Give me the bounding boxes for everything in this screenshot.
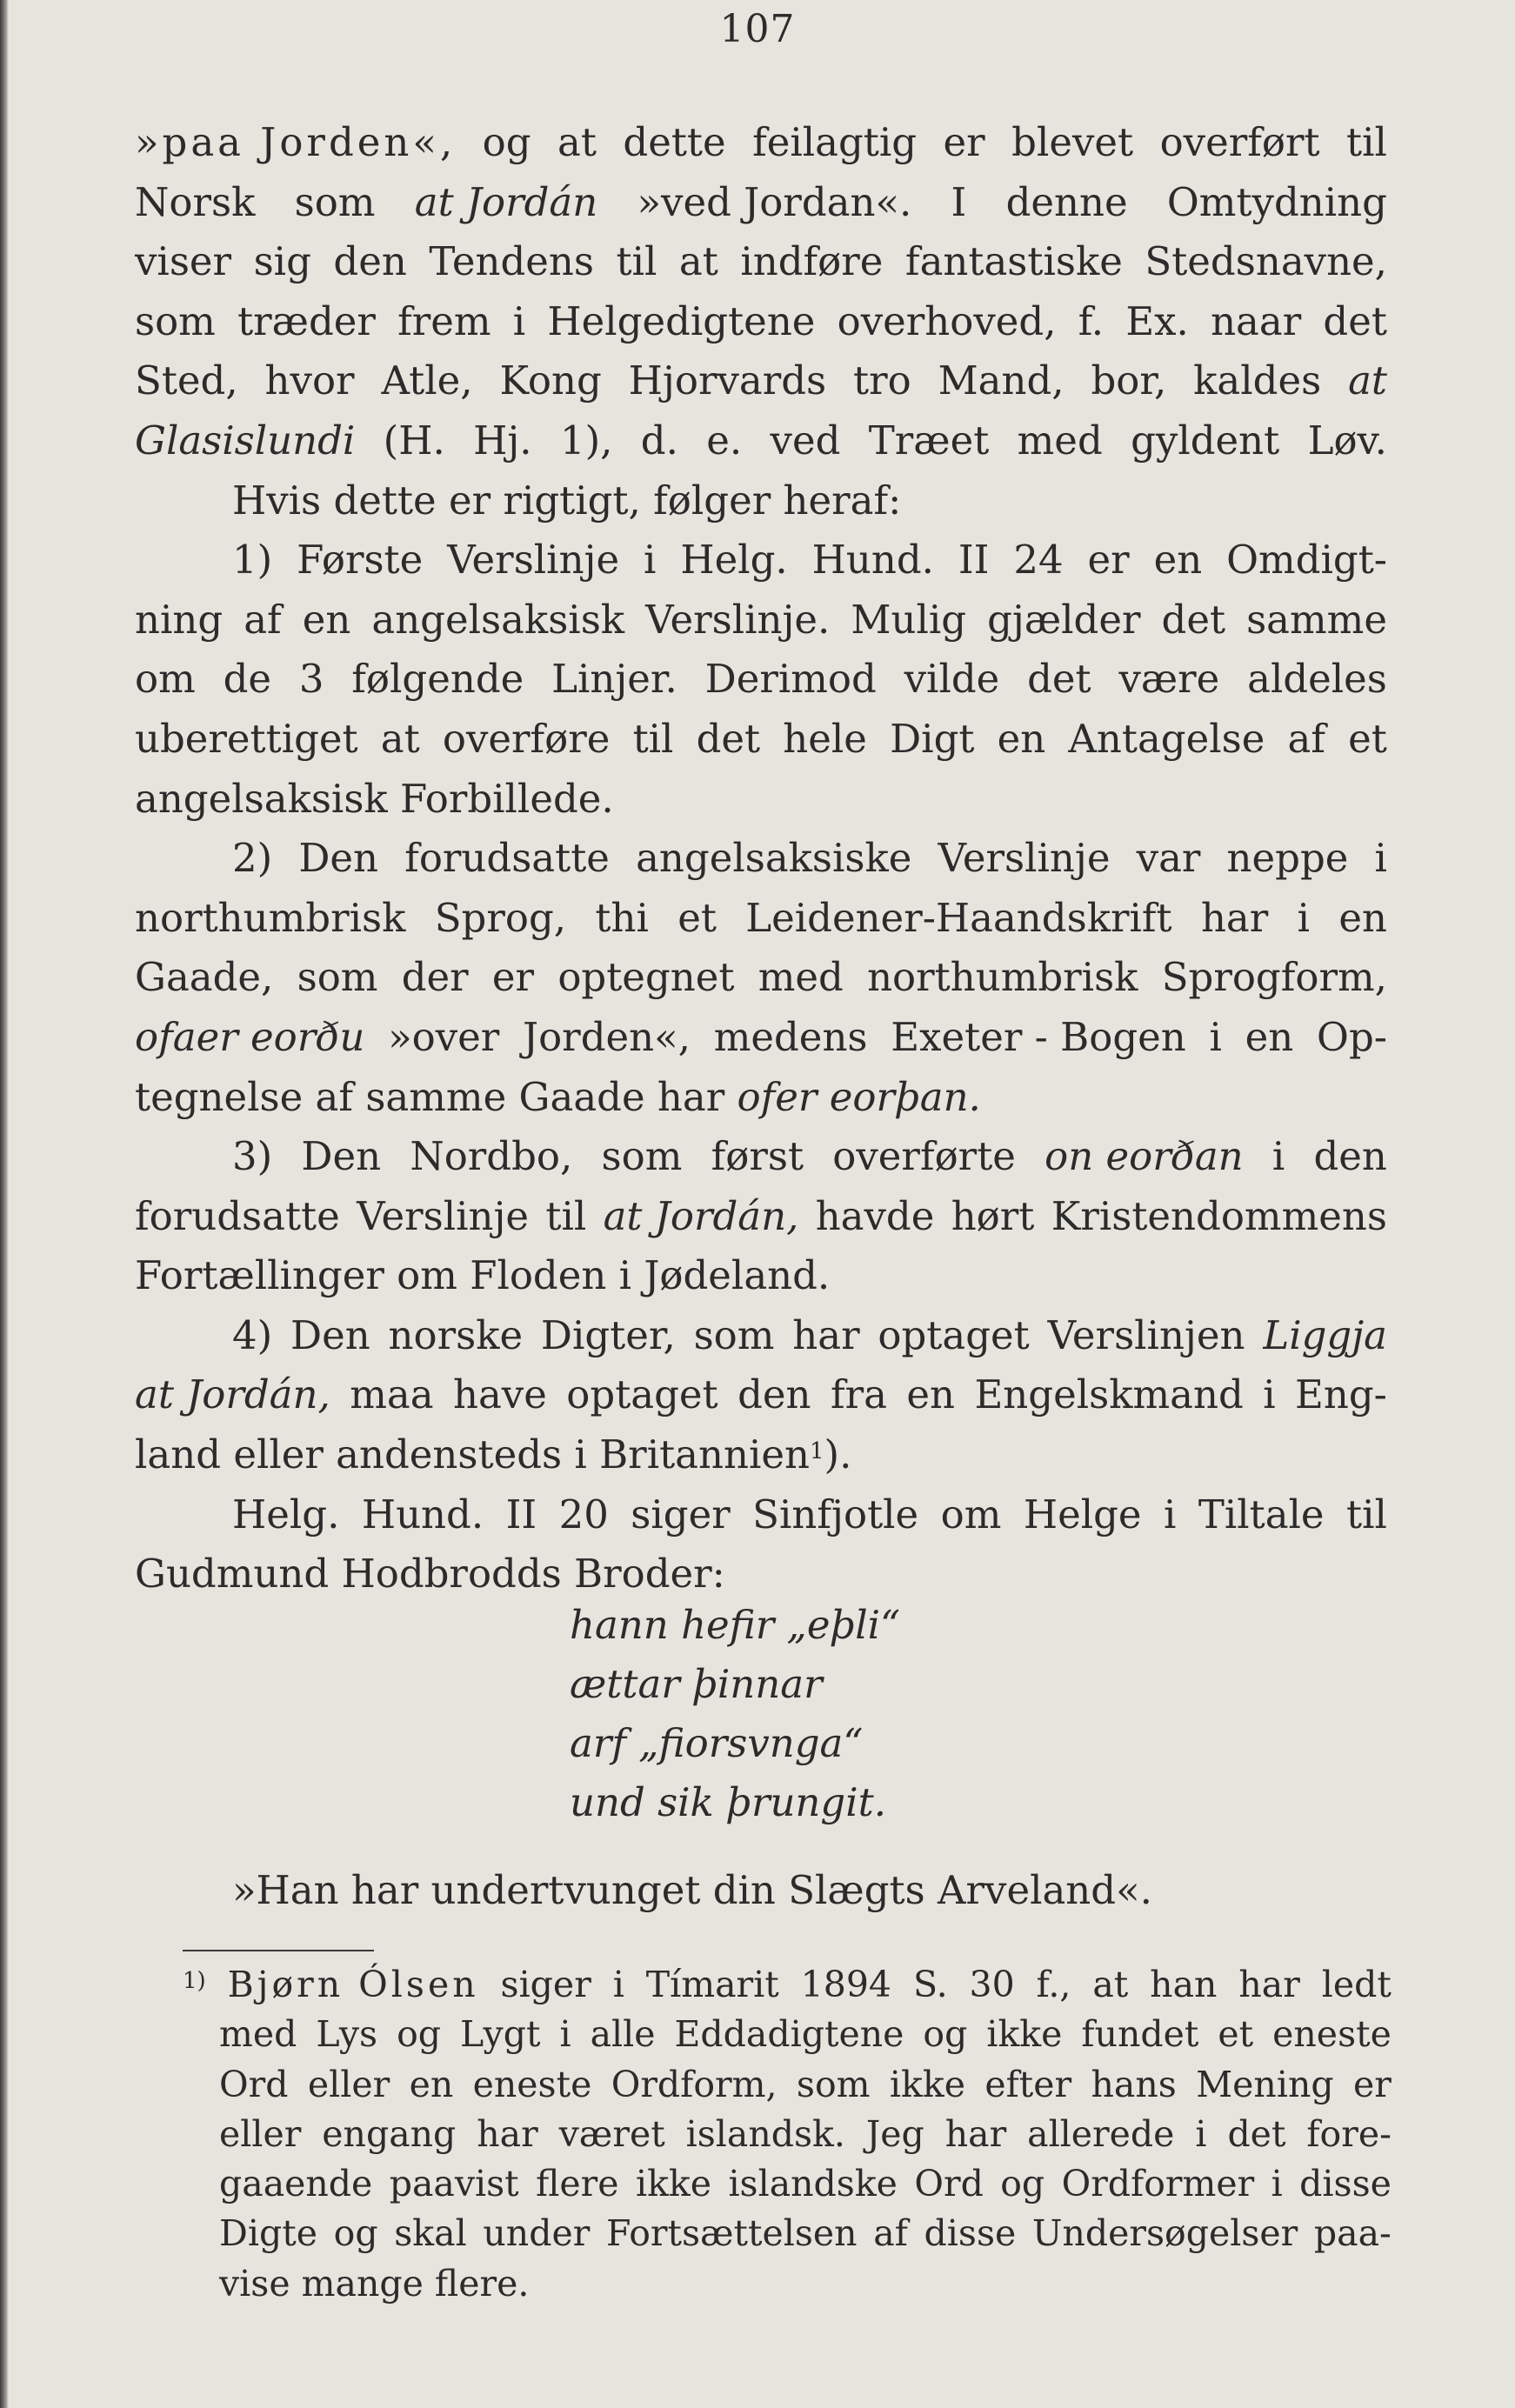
word: hele <box>783 715 867 762</box>
word: aldeles <box>1247 656 1387 703</box>
word: en <box>302 596 351 643</box>
word: Engelskmand <box>974 1371 1244 1418</box>
word: gaaende <box>219 2163 373 2205</box>
word: Første <box>297 537 424 584</box>
word: træder <box>237 297 376 344</box>
word: sig <box>253 238 311 285</box>
word: ning <box>135 596 224 643</box>
word: efter <box>984 2063 1072 2105</box>
word: gjælder <box>987 596 1141 643</box>
word: norske <box>388 1311 524 1358</box>
word: Den <box>301 1133 382 1180</box>
text-line <box>135 1365 1387 1425</box>
word: et <box>677 894 717 941</box>
word: skal <box>394 2212 467 2255</box>
word: gyldent <box>1131 417 1280 464</box>
word: er <box>943 119 985 165</box>
text-line <box>135 1425 1387 1485</box>
text-line <box>135 710 1387 770</box>
word: 30 <box>969 1964 1015 2005</box>
word: i <box>1163 1491 1177 1538</box>
text-line <box>135 530 1387 590</box>
word: Sprogform, <box>1161 954 1387 1001</box>
word: flere <box>536 2163 619 2205</box>
word: Helg. <box>232 1491 340 1538</box>
text-line <box>135 1485 1387 1545</box>
word: være <box>1118 656 1220 703</box>
word: 20 <box>558 1491 609 1538</box>
word: Helg. <box>680 537 788 584</box>
word: i <box>1374 835 1387 882</box>
footnote-reference: 1 <box>809 1438 824 1465</box>
word: eneste <box>472 2063 592 2105</box>
word: fantastiske <box>904 238 1123 285</box>
word: overførte <box>832 1133 1016 1180</box>
footnote-line <box>183 2010 1392 2059</box>
word: Digte <box>219 2212 317 2255</box>
word: Jeg <box>865 2112 924 2155</box>
word: af <box>244 596 282 643</box>
word: som <box>294 178 376 225</box>
word: har <box>477 2112 538 2155</box>
word: den <box>737 1371 811 1418</box>
word: overhoved, <box>837 297 1057 344</box>
word: medens <box>713 1013 868 1060</box>
word: som <box>601 1133 683 1180</box>
word: det <box>1227 2112 1286 2155</box>
word: i <box>1271 1133 1285 1180</box>
word: et <box>1218 2013 1254 2056</box>
word: 3) <box>232 1133 273 1180</box>
footnote-author: Bjørn Ólsen <box>227 1964 479 2005</box>
body-text <box>135 113 1387 1604</box>
word: og <box>1000 2163 1045 2205</box>
word: til <box>1345 1491 1387 1538</box>
word: og <box>333 2212 378 2255</box>
footnote-line <box>183 2259 1392 2309</box>
word: som <box>796 2063 871 2105</box>
footnote-line <box>183 2209 1392 2258</box>
word: den <box>333 238 407 285</box>
word: siger <box>500 1964 591 2005</box>
page-number: 107 <box>719 7 796 51</box>
word: at Jordán, <box>603 1192 799 1239</box>
word: som <box>135 297 216 344</box>
word: forudsatte <box>135 1192 340 1239</box>
word: i <box>1209 1013 1222 1060</box>
word: Derimod <box>704 656 877 703</box>
word: islandske <box>728 2163 898 2205</box>
word: viser <box>135 238 232 285</box>
word: ofer eorþan. <box>737 1073 981 1120</box>
word: 1), <box>559 417 613 464</box>
verse-line: ættar þinnar <box>570 1661 823 1707</box>
text-line <box>135 1068 1387 1128</box>
word: angelsaksisk Forbillede. <box>135 775 614 822</box>
text-line <box>135 889 1387 949</box>
word: I <box>951 178 967 225</box>
word: under <box>483 2212 591 2255</box>
word: uberettiget <box>135 715 358 762</box>
word: vise <box>219 2262 302 2305</box>
word: Gudmund Hodbrodds Broder: <box>135 1551 725 1598</box>
word: denne <box>1005 178 1128 225</box>
word: i <box>612 1964 624 2005</box>
word: en <box>1153 537 1203 584</box>
word: e. <box>706 417 743 464</box>
word: Undersøgelser <box>1031 2212 1298 2255</box>
word: Ordform, <box>611 2063 778 2105</box>
word: hvor <box>264 357 355 404</box>
word: Verslinje <box>357 1192 530 1239</box>
word: 24 <box>1013 537 1064 584</box>
verse-line: arf „fiorsvnga“ <box>570 1720 864 1766</box>
word: Liggja <box>1263 1311 1387 1358</box>
word: Omtydning <box>1166 178 1387 225</box>
verse-translation: »Han har undertvunget din Slægts Arveland«. <box>232 1867 1152 1913</box>
word: til <box>1346 119 1387 165</box>
word: en <box>997 715 1046 762</box>
word: Kong <box>499 357 602 404</box>
word: ofaer eorðu <box>135 1013 365 1060</box>
word: Gaade, <box>135 954 274 1001</box>
text-line <box>135 1306 1387 1366</box>
word: tro <box>853 357 911 404</box>
word: Tiltale <box>1198 1491 1325 1538</box>
word: disse <box>1299 2163 1392 2205</box>
word: samme <box>1246 596 1387 643</box>
text-line <box>135 232 1387 292</box>
text-line <box>135 351 1387 411</box>
word: fundet <box>1081 2013 1199 2056</box>
word: Nordbo, <box>410 1133 573 1180</box>
word: det <box>1027 656 1091 703</box>
word: Op- <box>1317 1013 1387 1060</box>
word: til <box>632 715 674 762</box>
word: forudsatte <box>404 835 610 882</box>
text-line <box>135 770 1387 830</box>
word: af <box>1287 715 1325 762</box>
word: Hund. <box>811 537 934 584</box>
word: Exeter - Bogen <box>891 1013 1186 1060</box>
footnote-line <box>183 2110 1392 2159</box>
word: paavist <box>389 2163 519 2205</box>
word: 2) <box>232 835 273 882</box>
word: neppe <box>1226 835 1349 882</box>
verse-translation-block <box>135 1861 1387 1921</box>
word: følgende <box>351 656 524 703</box>
word: det <box>1161 596 1226 643</box>
quoted-verse <box>570 1596 900 1832</box>
footnote <box>183 1960 1392 2309</box>
word: optaget <box>566 1371 718 1418</box>
word: Løv. <box>1307 417 1387 464</box>
word: Hund. <box>361 1491 484 1538</box>
word: II <box>958 537 990 584</box>
word: Mand, <box>938 357 1065 404</box>
word: »over <box>388 1013 500 1060</box>
word: ved <box>770 417 841 464</box>
word: Lys <box>316 2013 378 2056</box>
word: Norsk <box>135 178 256 225</box>
word: ikke <box>889 2063 965 2105</box>
footnote-marker: 1) <box>183 1968 206 1994</box>
word: dette <box>623 119 726 165</box>
word: af <box>873 2212 908 2255</box>
word: og <box>397 2013 442 2056</box>
word: som <box>297 954 378 1001</box>
word: Tendens <box>429 238 594 285</box>
word: d. <box>640 417 678 464</box>
word: Sinfjotle <box>752 1491 919 1538</box>
page-binding-edge <box>0 0 9 2408</box>
word: on eorðan <box>1044 1133 1244 1180</box>
word: de <box>223 656 272 703</box>
word: Sprog, <box>434 894 567 941</box>
word: S. <box>912 1964 948 2005</box>
word: til <box>616 238 657 285</box>
word: den <box>1313 1133 1387 1180</box>
word: det <box>1323 297 1387 344</box>
text-line <box>135 1127 1387 1187</box>
word: indføre <box>740 238 884 285</box>
word: det <box>696 715 761 762</box>
word: Fortsættelsen <box>605 2212 858 2255</box>
word: om <box>135 656 196 703</box>
word: i <box>559 2013 571 2056</box>
word: Tímarit <box>645 1964 779 2005</box>
word: Verslinje <box>447 537 620 584</box>
word: ikke <box>635 2163 712 2205</box>
word: frem <box>397 297 491 344</box>
word: 1) <box>232 537 273 584</box>
word: at <box>678 238 718 285</box>
text-line <box>135 292 1387 352</box>
word: et <box>1348 715 1387 762</box>
text-line <box>135 1187 1387 1247</box>
word: Helge <box>1023 1491 1142 1538</box>
word: angelsaksisk <box>371 596 625 643</box>
footnote-line <box>183 2159 1392 2209</box>
text-line <box>135 1008 1387 1068</box>
text-line <box>135 173 1387 233</box>
word: maa <box>350 1371 434 1418</box>
word: 1894 <box>800 1964 892 2005</box>
word: fra <box>830 1371 887 1418</box>
word: Kristendommens <box>1051 1192 1387 1239</box>
word: Hjorvards <box>628 357 827 404</box>
word: at <box>1348 357 1387 404</box>
word: disse <box>924 2212 1017 2255</box>
word: Fortællinger om Floden i Jødeland. <box>135 1252 831 1299</box>
word: blevet <box>1011 119 1134 165</box>
word: Ex. <box>1125 297 1189 344</box>
text-line <box>135 948 1387 1008</box>
word: ). <box>824 1431 852 1478</box>
word: at <box>380 715 420 762</box>
word: og <box>923 2013 968 2056</box>
word: hørt <box>951 1192 1035 1239</box>
word: bor, <box>1091 357 1167 404</box>
word: naar <box>1211 297 1302 344</box>
word: Eddadigtene <box>674 2013 904 2056</box>
word: Sted, <box>135 357 238 404</box>
word: (H. <box>383 417 445 464</box>
word: Verslinje. <box>645 596 831 643</box>
word: islandsk. <box>685 2112 845 2155</box>
word: Glasislundi <box>135 417 356 464</box>
word: at Jordán <box>414 178 598 225</box>
word: Jorden«, <box>523 1013 691 1060</box>
word: have <box>452 1371 547 1418</box>
word: Digt <box>890 715 975 762</box>
word: Hvis dette er rigtigt, følger heraf: <box>232 477 902 524</box>
footnote-line <box>183 2060 1392 2110</box>
word: han <box>1150 1964 1218 2005</box>
word: en <box>409 2063 454 2105</box>
word: Ord <box>914 2163 984 2205</box>
word: Digter, <box>540 1311 676 1358</box>
word: en <box>906 1371 955 1418</box>
word: at <box>1092 1964 1129 2005</box>
word: 4) <box>232 1311 273 1358</box>
word: om <box>940 1491 1002 1538</box>
text-line <box>135 650 1387 710</box>
word: Linjer. <box>551 656 677 703</box>
word: eller <box>307 2063 390 2105</box>
text-line <box>135 471 1387 531</box>
word: Atle, <box>381 357 473 404</box>
word: ikke <box>986 2013 1063 2056</box>
word: Hj. <box>473 417 532 464</box>
footnote-rule <box>183 1950 374 1951</box>
word: overføre <box>442 715 611 762</box>
word: Lygt <box>460 2013 541 2056</box>
word: paa- <box>1313 2212 1392 2255</box>
word: Leidener-Haandskrift <box>745 894 1172 941</box>
word: eller <box>219 2112 302 2155</box>
word: i <box>1195 2112 1207 2155</box>
word: er <box>1352 2063 1392 2105</box>
word: Mening <box>1196 2063 1334 2105</box>
word: alle <box>590 2013 656 2056</box>
word: havde <box>815 1192 935 1239</box>
word: allerede <box>1027 2112 1175 2155</box>
word: siger <box>631 1491 731 1538</box>
word: kaldes <box>1193 357 1322 404</box>
word: Helgedigtene <box>547 297 816 344</box>
word: og <box>482 119 531 165</box>
footnote-line <box>183 1960 1392 2010</box>
word: der <box>401 954 469 1001</box>
word: med <box>758 954 844 1001</box>
word: Stedsnavne, <box>1145 238 1387 285</box>
word: i <box>1271 2163 1283 2205</box>
word: har <box>1238 1964 1300 2005</box>
word: at <box>557 119 597 165</box>
verse-line: und sik þrungit. <box>570 1779 886 1825</box>
word: II <box>505 1491 537 1538</box>
word: med <box>1017 417 1103 464</box>
word: tegnelse af samme Gaade har <box>135 1073 737 1120</box>
word: f. <box>1078 297 1105 344</box>
word: i <box>1263 1371 1276 1418</box>
word: en <box>1338 894 1387 941</box>
word: har <box>1200 894 1269 941</box>
word: har <box>792 1311 860 1358</box>
word: optegnet <box>557 954 735 1001</box>
text-line <box>135 1246 1387 1306</box>
word: overført <box>1159 119 1320 165</box>
word: angelsaksiske <box>636 835 912 882</box>
word: eneste <box>1272 2013 1392 2056</box>
word: at Jordán, <box>135 1371 330 1418</box>
word: i <box>512 297 526 344</box>
word: Den <box>298 835 379 882</box>
word: »ved Jordan«. <box>637 178 912 225</box>
word: Verslinje <box>938 835 1111 882</box>
word: er <box>1087 537 1130 584</box>
word: i <box>644 537 657 584</box>
text-line <box>135 829 1387 889</box>
word: Antagelse <box>1068 715 1265 762</box>
word: 3 <box>298 656 324 703</box>
word: ledt <box>1321 1964 1392 2005</box>
word: som <box>693 1311 775 1358</box>
word: engang <box>322 2112 457 2155</box>
word: Træet <box>868 417 990 464</box>
word: northumbrisk <box>135 894 406 941</box>
text-line <box>135 411 1387 471</box>
word: en <box>1245 1013 1294 1060</box>
word: først <box>711 1133 804 1180</box>
word: Mulig <box>851 596 967 643</box>
word: mange <box>301 2262 435 2305</box>
word: land eller andensteds i Britannien <box>135 1431 810 1478</box>
word: hans <box>1091 2063 1177 2105</box>
text-line <box>135 590 1387 650</box>
word: flere. <box>434 2262 530 2305</box>
word: været <box>558 2112 665 2155</box>
word: optaget <box>878 1311 1030 1358</box>
word: Ord <box>219 2063 289 2105</box>
word: var <box>1136 835 1201 882</box>
word: til <box>545 1192 587 1239</box>
word: vilde <box>904 656 1000 703</box>
word: har <box>944 2112 1007 2155</box>
word: med <box>219 2013 297 2056</box>
word: Ordformer <box>1061 2163 1255 2205</box>
word: er <box>491 954 535 1001</box>
word: Eng- <box>1295 1371 1387 1418</box>
text-line <box>135 113 1387 173</box>
word: Verslinjen <box>1047 1311 1245 1358</box>
word: i <box>1297 894 1310 941</box>
word: Den <box>290 1311 370 1358</box>
word: Omdigt- <box>1226 537 1387 584</box>
word: thi <box>595 894 649 941</box>
word: northumbrisk <box>867 954 1138 1001</box>
word: feilagtig <box>752 119 918 165</box>
word: f., <box>1036 1964 1071 2005</box>
word: fore- <box>1306 2112 1392 2155</box>
word: »paa Jorden«, <box>135 119 457 165</box>
verse-line: hann hefir „eþli“ <box>570 1602 901 1648</box>
